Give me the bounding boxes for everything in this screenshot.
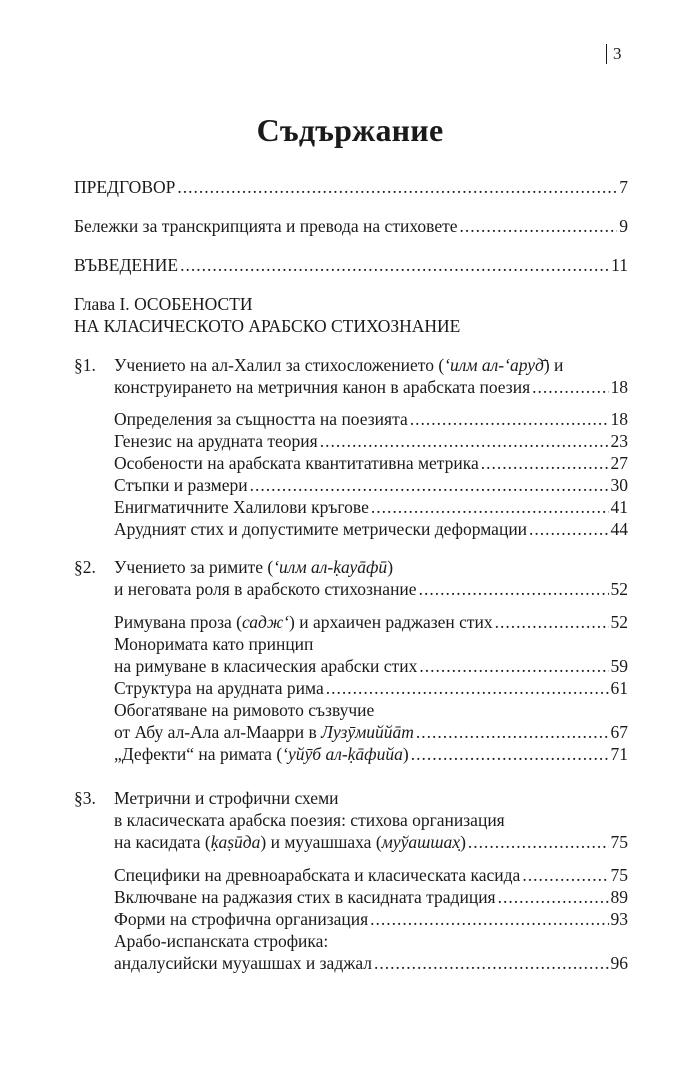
leader-dots (460, 215, 618, 237)
toc-subentry (114, 908, 628, 930)
toc-entry-title: конструирането на метричния канон в арабската поезия (114, 377, 531, 397)
toc-subentry (114, 677, 628, 699)
toc-subentry (114, 952, 628, 974)
leader-dots (495, 611, 609, 633)
leader-dots (419, 578, 609, 600)
toc-page-number: 27 (610, 453, 628, 473)
toc-subentry (114, 474, 628, 496)
toc-page-number: 18 (610, 377, 628, 397)
toc-entry-title: Определения за същността на поезията (114, 409, 408, 429)
page-number-rule (606, 44, 607, 64)
leader-dots (180, 254, 609, 276)
toc-subentry (114, 886, 628, 908)
toc-entry-title: Енигматичните Халилови кръгове (114, 497, 369, 517)
leader-dots (498, 886, 609, 908)
toc-page-number: 52 (610, 612, 628, 632)
toc-subentry (114, 721, 628, 743)
toc-subentry (114, 864, 628, 886)
toc-entry-belezhki (74, 215, 628, 237)
leader-dots (250, 474, 609, 496)
toc-page-number: 89 (610, 887, 628, 907)
subentry-text-b: ) и архаичен раджазен стих (289, 612, 493, 632)
toc-entry-title: Моноримата като принцип (114, 634, 314, 654)
subentry-text-a: от Абу ал-Ала ал-Маарри в (114, 722, 322, 742)
toc-page-number: 9 (619, 216, 628, 236)
toc-entry-predgovor (74, 176, 628, 198)
toc-entry-title: Специфики на древноарабската и класическата касида (114, 865, 521, 885)
toc-page-number: 30 (610, 475, 628, 495)
leader-dots (522, 864, 608, 886)
toc-subentry-line1 (114, 699, 628, 721)
page-number (606, 44, 622, 64)
toc-entry-title: ПРЕДГОВОР (74, 177, 176, 197)
toc-entry-title: ВЪВЕДЕНИЕ (74, 255, 179, 275)
toc-entry-vavedenie (74, 254, 628, 276)
subentry-text-a: „Дефекти“ на римата ( (114, 744, 283, 764)
toc-page-number: 44 (610, 519, 628, 539)
leader-dots (326, 677, 609, 699)
leader-dots (529, 518, 608, 540)
subentry-text-a: Римувана проза ( (114, 612, 242, 632)
leader-dots (320, 430, 609, 452)
toc-entry-title: на римуване в класическия арабски стих (114, 656, 418, 676)
toc-page-number: 18 (610, 409, 628, 429)
leader-dots (416, 721, 609, 743)
toc-subentry (114, 743, 628, 765)
toc-subentry (114, 452, 628, 474)
section-number: §2. (74, 557, 96, 577)
toc-entry-title: Особености на арабската квантитативна метрика (114, 453, 479, 473)
toc-page-number: 23 (610, 431, 628, 451)
toc-subentry (114, 611, 628, 633)
section-3-text-c: ) (460, 832, 466, 852)
toc-page-number: 7 (619, 177, 628, 197)
section-2-line2 (114, 578, 628, 600)
chapter-heading-line2 (74, 315, 628, 337)
section-3-italic-term-2: муўашшах̣ (381, 832, 461, 852)
toc-subentry-line1 (114, 633, 628, 655)
subentry-text-b: ) (402, 744, 409, 764)
toc-entry-title: Генезис на арудната теория (114, 431, 318, 451)
toc-page-number: 11 (611, 255, 628, 275)
section-3-italic-term-1: ḳаṣӣда (210, 832, 261, 852)
subentry-italic-term: Лузӯмиййāт (321, 722, 414, 742)
toc-entry-title: Обогатяване на римовото съзвучие (114, 700, 375, 720)
section-1-line1 (74, 354, 628, 376)
leader-dots (419, 655, 608, 677)
toc-entry-title: Арудният стих и допустимите метрически деформации (114, 519, 528, 539)
leader-dots (370, 908, 608, 930)
toc-page-number: 41 (610, 497, 628, 517)
chapter-title-line2: НА КЛАСИЧЕСКОТО АРАБСКО СТИХОЗНАНИЕ (74, 316, 461, 336)
toc-entry-title: Стъпки и размери (114, 475, 248, 495)
toc-subentry (114, 655, 628, 677)
section-3-line1 (74, 787, 628, 809)
toc-page-number: 96 (610, 953, 628, 973)
leader-dots (532, 376, 608, 398)
toc-entry-title: Структура на арудната рима (114, 678, 324, 698)
leader-dots (410, 408, 609, 430)
section-2-italic-term: ʻилм ал-ḳауāфӣ (273, 557, 388, 577)
leader-dots (371, 496, 609, 518)
toc-subentry (114, 518, 628, 540)
subentry-italic-term: садж‘ (241, 612, 290, 632)
toc-entry-title: Включване на раджазия стих в касидната традиция (114, 887, 496, 907)
toc-page-number: 61 (610, 678, 628, 698)
toc-subentry (114, 430, 628, 452)
chapter-label: Глава I. (74, 294, 130, 314)
toc-page-number: 59 (610, 656, 628, 676)
section-number: §3. (74, 788, 96, 808)
toc-subentry-line1 (114, 930, 628, 952)
page-number-value: 3 (613, 44, 622, 63)
section-1-text-b: ) и (543, 355, 564, 375)
section-3-title-line1: Метрични и строфични схеми (114, 788, 339, 808)
section-2-line1 (74, 556, 628, 578)
toc-entry-title (114, 611, 493, 633)
toc-page-number: 67 (610, 722, 628, 742)
toc-page-number: 71 (610, 744, 628, 764)
toc-page-number: 93 (610, 909, 628, 929)
leader-dots (468, 831, 609, 853)
section-3-title-line2: в класическата арабска поезия: стихова организация (114, 810, 505, 830)
section-1-italic-term: ʻилм ал-ʻаруд̄ (444, 355, 544, 375)
section-1-text-a: Учението на ал-Халил за стихосложението ( (114, 355, 445, 375)
toc-entry-title (114, 831, 466, 853)
section-3-text-a: на касидата ( (114, 832, 211, 852)
toc-entry-title: андалусийски мууашшах и заджал (114, 953, 372, 973)
page-title: Съдържание (256, 112, 444, 148)
toc-page-number: 75 (610, 832, 628, 852)
chapter-heading (74, 293, 628, 315)
leader-dots (177, 176, 617, 198)
toc-entry-title: Бележки за транскрипцията и превода на стиховете (74, 216, 458, 236)
section-3-line2 (114, 809, 628, 831)
subentry-italic-term: ʻуйӯб ал-ḳāфийа (282, 744, 403, 764)
leader-dots (411, 743, 609, 765)
section-1-line2 (114, 376, 628, 398)
leader-dots (481, 452, 609, 474)
toc-subentry (114, 496, 628, 518)
toc-entry-title: Арабо-испанската строфика: (114, 931, 329, 951)
section-3-text-b: ) и мууашшаха ( (260, 832, 382, 852)
section-3-line3 (114, 831, 628, 853)
section-2-text-a: Учението за римите ( (114, 557, 274, 577)
section-2-text-b: ) (387, 557, 394, 577)
toc-page-number: 75 (610, 865, 628, 885)
toc-entry-title (114, 721, 414, 743)
section-number: §1. (74, 355, 96, 375)
toc-subentry (114, 408, 628, 430)
toc-entry-title: и неговата роля в арабското стихознание (114, 579, 417, 599)
toc-page-number: 52 (610, 579, 628, 599)
toc-entry-title: Форми на строфична организация (114, 909, 369, 929)
chapter-title-line1: ОСОБЕНОСТИ (134, 294, 253, 314)
leader-dots (374, 952, 609, 974)
toc-entry-title (114, 743, 409, 765)
